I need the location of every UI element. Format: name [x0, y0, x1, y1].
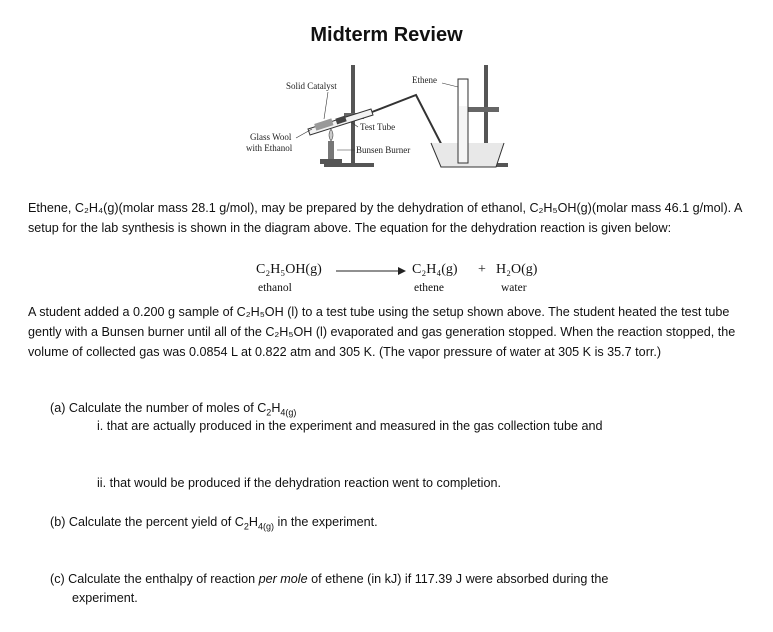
label-glass-wool: Glass Wool	[250, 132, 292, 142]
eq-product-ethene: C₂H₄(g)	[412, 262, 458, 277]
procedure-paragraph: A student added a 0.200 g sample of C₂H₅OH (l) to a test tube using the setup shown above. The student heated the test tube gently with a Bunsen burner until all of the C₂H₅OH (l) evaporated and gas generation stopped. When the reaction stopped, the volume of collected gas was 0.0854 L at 0.822 atm and 305 K. (The vapor pressure of water at 305 K is 35.7 torr.)	[28, 305, 736, 359]
eq-label-ethanol: ethanol	[258, 282, 292, 294]
page-title: Midterm Review	[310, 24, 463, 46]
lab-apparatus-diagram	[236, 55, 536, 185]
label-bunsen-burner: Bunsen Burner	[356, 145, 411, 155]
label-with-ethanol: with Ethanol	[246, 143, 293, 153]
reaction-equation	[256, 262, 586, 302]
question-b: (b) Calculate the percent yield of $C_2H_{4(g)}$ in the experiment.	[50, 515, 378, 532]
question-a: (a) Calculate the number of moles of $C_2H_{4(g)}$	[50, 401, 297, 418]
eq-label-water: water	[501, 282, 527, 294]
question-a-i: i. that are actually produced in the experiment and measured in the gas collection tube and	[97, 419, 603, 433]
intro-paragraph: Ethene, C₂H₄(g)(molar mass 28.1 g/mol), may be prepared by the dehydration of ethanol, C₂H₅OH(g)(molar mass 46.1 g/mol). A setup for the lab synthesis is shown in the diagram above. The equation for the dehydration reaction is given below:	[28, 201, 742, 235]
question-a-ii: ii. that would be produced if the dehydration reaction went to completion.	[97, 476, 501, 490]
eq-plus: +	[478, 262, 486, 277]
label-test-tube: Test Tube	[360, 122, 396, 132]
eq-product-water: H₂O(g)	[496, 262, 538, 277]
reaction-arrow-icon	[336, 265, 406, 277]
question-c: (c) Calculate the enthalpy of reaction per mole of ethene (in kJ) if 117.39 J were absorbed during the experiment.	[50, 572, 609, 605]
eq-label-ethene: ethene	[414, 282, 445, 294]
eq-reactant: C₂H₅OH(g)	[256, 262, 322, 277]
label-ethene: Ethene	[412, 75, 437, 85]
label-solid-catalyst: Solid Catalyst	[286, 81, 337, 91]
bunsen-burner	[320, 129, 342, 164]
